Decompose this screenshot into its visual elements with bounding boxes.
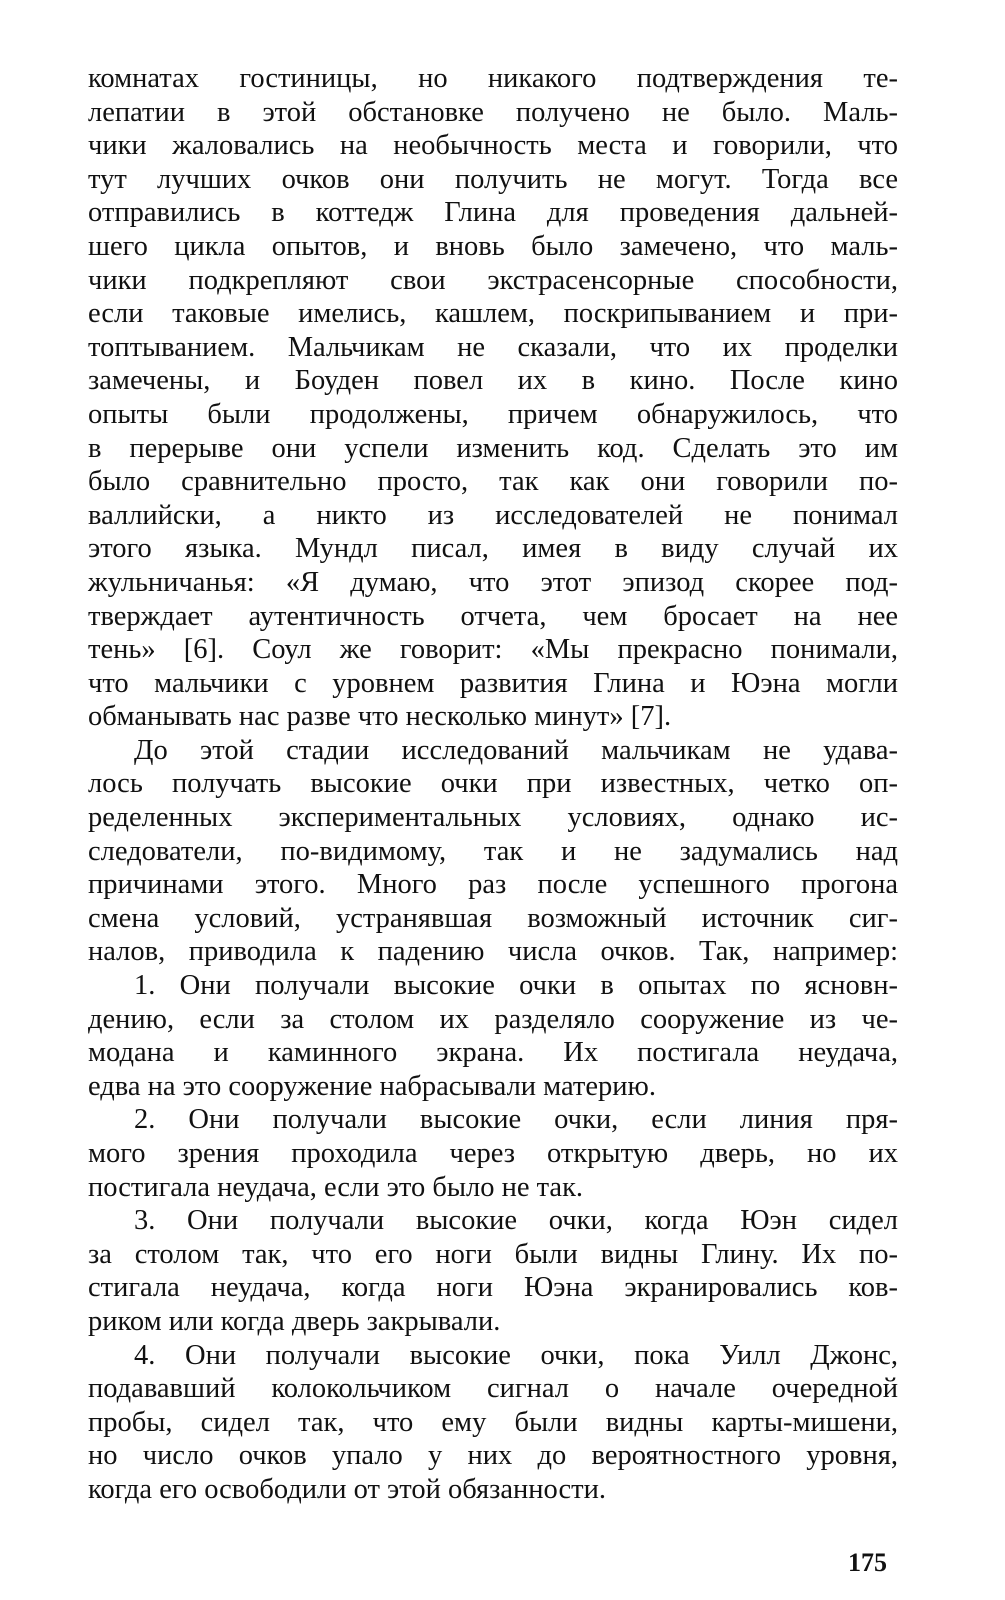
text-line: в перерыве они успели изменить код. Сделать это им — [88, 432, 898, 464]
text-line: но число очков упало у них до вероятностного уровня, — [88, 1440, 898, 1472]
text-line: опыты были продолжены, причем обнаружилось, что — [88, 398, 898, 430]
text-line: следователи, по-видимому, так и не задумались над — [88, 835, 898, 867]
text-line: за столом так, что его ноги были видны Глину. Их по- — [88, 1238, 898, 1270]
text-line: этого языка. Мундл писал, имея в виду случай их — [88, 533, 898, 565]
text-line: 1. Они получали высокие очки в опытах по ясновн- — [134, 970, 898, 1002]
text-line: топтыванием. Мальчикам не сказали, что их проделки — [88, 331, 898, 363]
text-line: стигала неудача, когда ноги Юэна экранировались ков- — [88, 1272, 898, 1304]
text-line: подававший колокольчиком сигнал о начале очередной — [88, 1373, 898, 1405]
page-body — [88, 62, 898, 1507]
text-line: мого зрения проходила через открытую дверь, но их — [88, 1138, 898, 1169]
text-line: если таковые имелись, кашлем, поскрипыванием и при- — [88, 298, 898, 330]
text-line: пробы, сидел так, что ему были видны карты-мишени, — [88, 1406, 898, 1438]
text-line: 2. Они получали высокие очки, если линия пря- — [134, 1104, 898, 1136]
text-line: чики подкрепляют свои экстрасенсорные способности, — [88, 264, 898, 296]
paragraph-2 — [88, 734, 898, 969]
list-item-3 — [88, 1204, 898, 1338]
text-line: что мальчики с уровнем развития Глина и Юэна могли — [88, 667, 898, 699]
text-line: лепатии в этой обстановке получено не было. Маль- — [88, 96, 898, 128]
text-line: тут лучших очков они получить не могут. Тогда все — [88, 163, 898, 195]
list-item-2 — [88, 1103, 898, 1204]
text-line: отправились в коттедж Глина для проведения дальней- — [88, 197, 898, 229]
list-item-1 — [88, 969, 898, 1103]
text-line: До этой стадии исследований мальчикам не удава- — [134, 734, 898, 766]
text-line: тень» [6]. Соул же говорит: «Мы прекрасно понимали, — [88, 634, 898, 666]
text-line: 3. Они получали высокие очки, когда Юэн сидел — [134, 1205, 898, 1237]
list-item-4 — [88, 1339, 898, 1507]
text-line: 4. Они получали высокие очки, пока Уилл Джонс, — [134, 1339, 898, 1371]
text-line: ределенных экспериментальных условиях, однако ис- — [88, 802, 898, 834]
text-line: чики жаловались на необычность места и говорили, что — [88, 130, 898, 162]
text-line: тверждает аутентичность отчета, чем бросает на нее — [88, 600, 898, 632]
text-line: когда его освободили от этой обязанности. — [88, 1473, 606, 1505]
text-line: модана и каминного экрана. Их постигала неудача, — [88, 1037, 898, 1069]
paragraph-1 — [88, 62, 898, 734]
text-line: лось получать высокие очки при известных, четко оп- — [88, 768, 898, 800]
text-line: комнатах гостиницы, но никакого подтверждения те- — [88, 63, 898, 94]
text-line: смена условий, устранявшая возможный источник сиг- — [88, 902, 898, 934]
text-line: налов, приводила к падению числа очков. Так, например: — [88, 936, 898, 968]
text-line: постигала неудача, если это было не так. — [88, 1171, 584, 1203]
text-line: дению, если за столом их разделяло сооружение из че- — [88, 1003, 898, 1035]
text-line: обманывать нас разве что несколько минут» [7]. — [88, 701, 672, 733]
text-line: валлийски, а никто из исследователей не понимал — [88, 499, 898, 531]
text-line: причинами этого. Много раз после успешного прогона — [88, 869, 898, 901]
text-line: было сравнительно просто, так как они говорили по- — [88, 466, 898, 498]
text-line: жульничанья: «Я думаю, что этот эпизод скорее под- — [88, 566, 898, 598]
text-line: едва на это сооружение набрасывали материю. — [88, 1070, 656, 1102]
page-number: 175 — [848, 1548, 887, 1577]
text-line: шего цикла опытов, и вновь было замечено, что маль- — [88, 230, 898, 262]
text-line: риком или когда дверь закрывали. — [88, 1305, 501, 1337]
text-line: замечены, и Боуден повел их в кино. После кино — [88, 365, 898, 397]
